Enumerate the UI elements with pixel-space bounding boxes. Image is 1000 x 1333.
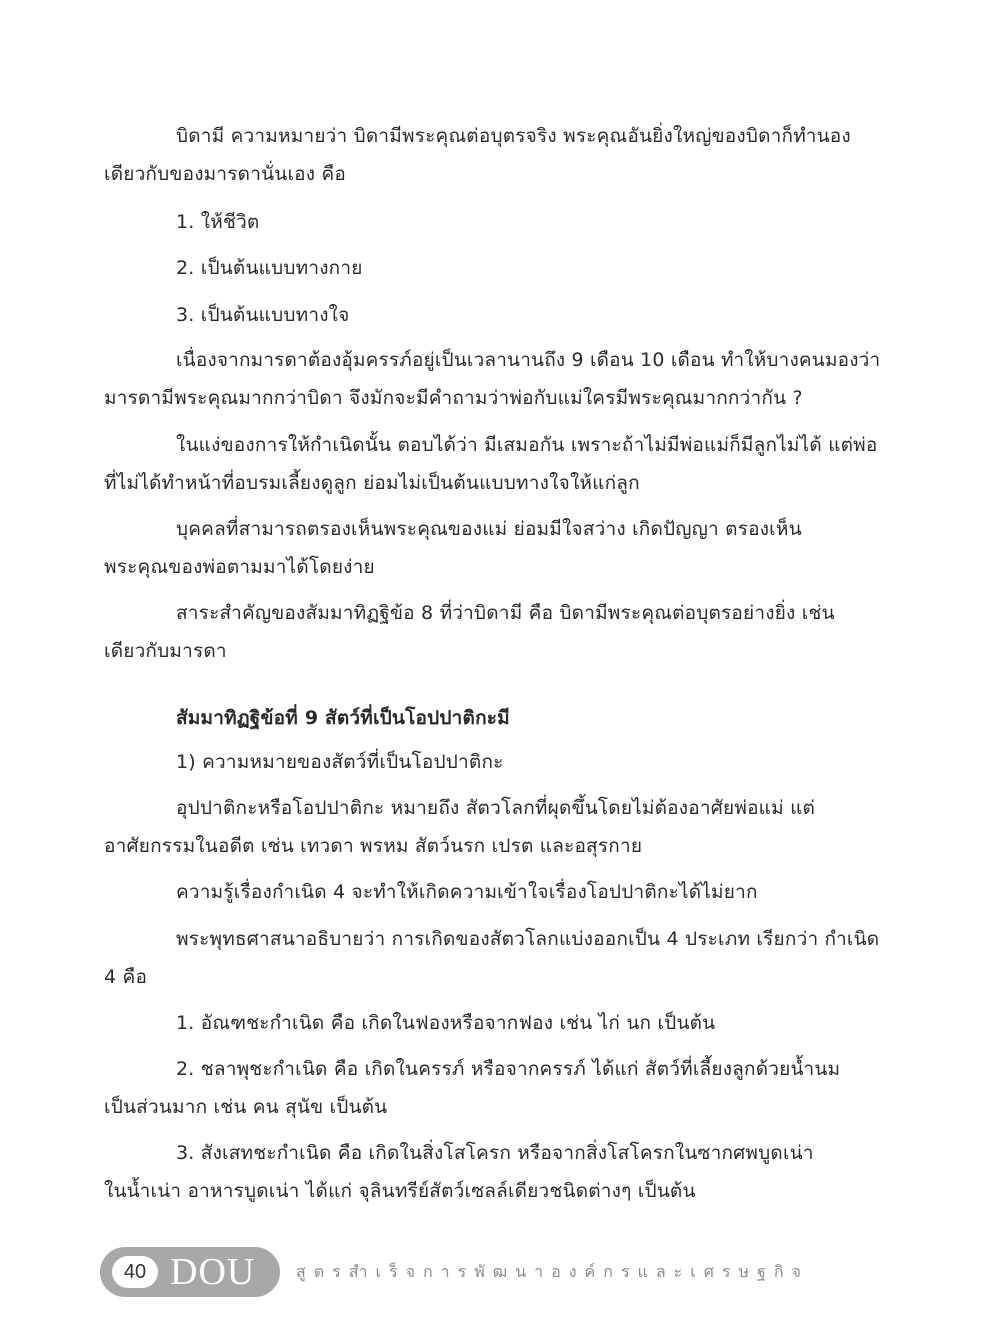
paragraph-line: ในแง่ของการให้กำเนิดนั้น ตอบได้ว่า มีเสมอกัน เพราะถ้าไม่มีพ่อแม่ก็มีลูกไม่ได้ แต่พ่อ bbox=[176, 434, 878, 456]
list-item: 3. เป็นต้นแบบทางใจ bbox=[176, 304, 350, 326]
list-item: 1. ให้ชีวิต bbox=[176, 211, 260, 233]
page-number: 40 bbox=[112, 1256, 158, 1288]
subheading: 1) ความหมายของสัตว์ที่เป็นโอปปาติกะ bbox=[176, 751, 504, 773]
paragraph-line: มารดามีพระคุณมากกว่าบิดา จึงมักจะมีคำถามว่าพ่อกับแม่ใครมีพระคุณมากกว่ากัน ? bbox=[104, 387, 803, 409]
paragraph-line: 4 คือ bbox=[104, 966, 148, 988]
paragraph-line: พระคุณของพ่อตามมาได้โดยง่าย bbox=[104, 556, 375, 578]
paragraph-line: ความรู้เรื่องกำเนิด 4 จะทำให้เกิดความเข้าใจเรื่องโอปปาติกะได้ไม่ยาก bbox=[176, 881, 758, 903]
paragraph-line: บุคคลที่สามารถตรองเห็นพระคุณของแม่ ย่อมมีใจสว่าง เกิดปัญญา ตรองเห็น bbox=[176, 518, 802, 540]
list-item: 3. สังเสทชะกำเนิด คือ เกิดในสิ่งโสโครก หรือจากสิ่งโสโครกในซากศพบูดเน่า bbox=[176, 1142, 814, 1164]
paragraph-line: เป็นส่วนมาก เช่น คน สุนัข เป็นต้น bbox=[104, 1096, 388, 1118]
paragraph-line: เดียวกับมารดา bbox=[104, 640, 227, 662]
list-item: 2. เป็นต้นแบบทางกาย bbox=[176, 257, 363, 279]
section-heading: สัมมาทิฏฐิข้อที่ 9 สัตว์ที่เป็นโอปปาติกะมี bbox=[176, 707, 510, 729]
paragraph-line: อาศัยกรรมในอดีต เช่น เทวดา พรหม สัตว์นรก เปรต และอสุรกาย bbox=[104, 835, 643, 857]
paragraph-line: พระพุทธศาสนาอธิบายว่า การเกิดของสัตวโลกแบ่งออกเป็น 4 ประเภท เรียกว่า กำเนิด bbox=[176, 928, 880, 950]
footer-badge bbox=[100, 1247, 280, 1297]
paragraph-line: ที่ไม่ได้ทำหน้าที่อบรมเลี้ยงดูลูก ย่อมไม่เป็นต้นแบบทางใจให้แก่ลูก bbox=[104, 472, 640, 494]
list-item: 1. อัณฑชะกำเนิด คือ เกิดในฟองหรือจากฟอง เช่น ไก่ นก เป็นต้น bbox=[176, 1012, 716, 1034]
paragraph-line: ในน้ำเน่า อาหารบูดเน่า ได้แก่ จุลินทรีย์สัตว์เซลล์เดียวชนิดต่างๆ เป็นต้น bbox=[104, 1180, 696, 1202]
paragraph-line: เนื่องจากมารดาต้องอุ้มครรภ์อยู่เป็นเวลานานถึง 9 เดือน 10 เดือน ทำให้บางคนมองว่า bbox=[176, 349, 881, 371]
paragraph-line: สาระสำคัญของสัมมาทิฏฐิข้อ 8 ที่ว่าบิดามี คือ บิดามีพระคุณต่อบุตรอย่างยิ่ง เช่น bbox=[176, 602, 835, 624]
paragraph-line: เดียวกับของมารดานั่นเอง คือ bbox=[104, 163, 347, 185]
paragraph-line: อุปปาติกะหรือโอปปาติกะ หมายถึง สัตวโลกที่ผุดขึ้นโดยไม่ต้องอาศัยพ่อแม่ แต่ bbox=[176, 797, 816, 819]
paragraph-line: บิดามี ความหมายว่า บิดามีพระคุณต่อบุตรจริง พระคุณอันยิ่งใหญ่ของบิดาก็ทำนอง bbox=[176, 125, 851, 147]
list-item: 2. ชลาพุชะกำเนิด คือ เกิดในครรภ์ หรือจากครรภ์ ได้แก่ สัตว์ที่เลี้ยงลูกด้วยน้ำนม bbox=[176, 1058, 841, 1080]
running-footer-title: สูตรสำเร็จการพัฒนาองค์กรและเศรษฐกิจ bbox=[296, 1262, 809, 1281]
brand-logo: DOU bbox=[170, 1251, 256, 1293]
